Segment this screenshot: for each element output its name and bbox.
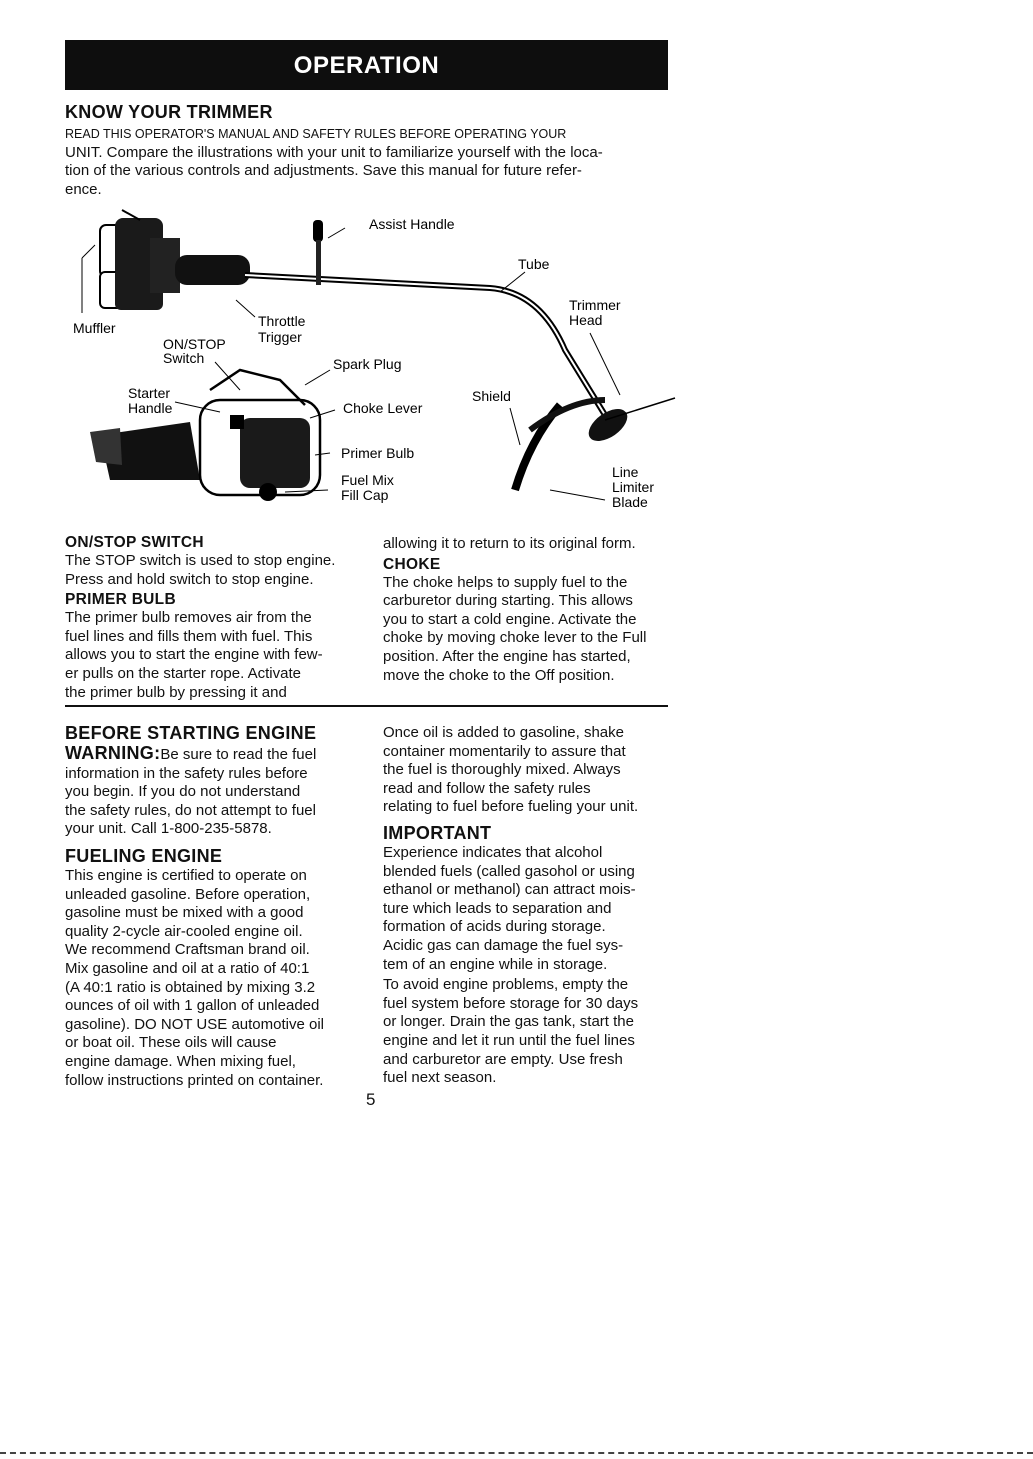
know-line-2: UNIT. Compare the illustrations with your unit to familiarize yourself with the loca- [65,143,603,161]
important-text [383,844,683,974]
label-choke-lever: Choke Lever [343,400,423,416]
fueling-line-1: This engine is certified to operate on [65,866,307,884]
label-trimmer: Trimmer [569,297,621,313]
know-your-trimmer-heading: KNOW YOUR TRIMMER [65,102,273,122]
primer-line-1: The primer bulb removes air from the [65,609,312,627]
oil-line-2: container momentarily to assure that [383,742,626,760]
important-line-6: Acidic gas can damage the fuel sys- [383,936,624,954]
label-onstop: ON/STOP [163,336,226,352]
before-starting-heading: BEFORE STARTING ENGINE [65,723,317,743]
choke-text [383,574,683,686]
primer-line-2: fuel lines and fills them with fuel. This [65,627,313,645]
right-column-top [383,535,683,685]
label-tube: Tube [518,256,550,272]
storage-line-5: and carburetor are empty. Use fresh [383,1050,623,1068]
primer-heading: PRIMER BULB [65,591,176,609]
oil-line-3: the fuel is thoroughly mixed. Always [383,761,621,779]
storage-line-2: fuel system before storage for 30 days [383,994,639,1012]
trimmer-diagram [60,200,680,520]
storage-line-4: engine and let it run until the fuel lines [383,1031,635,1049]
label-blade: Blade [612,494,648,510]
label-switch: Switch [163,350,205,366]
primer-line-3: allows you to start the engine with few- [65,646,323,664]
label-muffler: Muffler [73,320,116,336]
onstop-line-2: Press and hold switch to stop engine. [65,570,314,588]
fueling-text [65,867,365,1090]
oil-line-4: read and follow the safety rules [383,779,591,797]
fueling-line-6: Mix gasoline and oil at a ratio of 40:1 [65,959,310,977]
warning-line-4: the safety rules, do not attempt to fuel [65,801,316,819]
primer-line-5: the primer bulb by pressing it and [65,683,287,701]
label-limiter: Limiter [612,479,655,495]
page-bottom-border [0,1452,1033,1454]
oil-line-5: relating to fuel before fueling your unit. [383,798,639,816]
choke-line-2: carburetor during starting. This allows [383,592,633,610]
page-number: 5 [366,1090,376,1109]
fueling-line-3: gasoline must be mixed with a good [65,904,304,922]
warning-first-line: Be sure to read the fuel [160,746,317,763]
choke-line-1: The choke helps to supply fuel to the [383,573,628,591]
know-line-1: READ THIS OPERATOR'S MANUAL AND SAFETY RULES BEFORE OPERATING YOUR [65,127,567,141]
shaft-tube [245,275,605,415]
left-column-top [65,534,365,702]
important-line-4: ture which leads to separation and [383,899,612,917]
know-line-4: ence. [65,180,102,198]
onstop-heading: ON/STOP SWITCH [65,534,204,551]
fueling-line-8: ounces of oil with 1 gallon of unleaded [65,997,320,1015]
fueling-line-10: or boat oil. These oils will cause [65,1034,277,1052]
warning-text [65,744,365,839]
label-assist-handle: Assist Handle [369,216,455,232]
label-line: Line [612,464,639,480]
storage-line-6: fuel next season. [383,1069,497,1087]
important-line-3: ethanol or methanol) can attract mois- [383,881,636,899]
section-divider [65,705,668,707]
warning-label: WARNING: [65,743,161,763]
left-column-bottom [65,723,365,1090]
important-line-5: formation of acids during storage. [383,918,606,936]
onstop-line-1: The STOP switch is used to stop engine. [65,552,336,569]
warning-line-3: you begin. If you do not understand [65,783,301,801]
fueling-line-2: unleaded gasoline. Before operation, [65,885,311,903]
important-line-2: blended fuels (called gasohol or using [383,862,635,880]
warning-line-2: information in the safety rules before [65,764,308,782]
choke-line-4: choke by moving choke lever to the Full [383,629,647,647]
choke-line-3: you to start a cold engine. Activate the [383,610,637,628]
fueling-heading: FUELING ENGINE [65,845,223,866]
label-shield: Shield [472,388,511,404]
fueling-line-7: (A 40:1 ratio is obtained by mixing 3.2 [65,978,316,996]
label-starter: Starter [128,385,171,401]
important-heading: IMPORTANT [383,822,492,843]
fueling-line-9: gasoline). DO NOT USE automotive oil [65,1015,324,1033]
engine-top-illustration [100,210,250,310]
engine-closeup-illustration [90,370,320,501]
primer-continued: allowing it to return to its original form. [383,535,636,552]
know-line-3: tion of the various controls and adjustments. Save this manual for future refer- [65,162,582,180]
choke-heading: CHOKE [383,555,441,573]
fueling-line-4: quality 2-cycle air-cooled engine oil. [65,922,303,940]
storage-line-1: To avoid engine problems, empty the [383,976,629,994]
oil-text [383,724,683,817]
label-handle: Handle [128,400,173,416]
label-head: Head [569,312,603,328]
oil-line-1: Once oil is added to gasoline, shake [383,724,624,741]
storage-text [383,976,683,1088]
trimmer-head-illustration [515,398,675,490]
choke-line-5: position. After the engine has started, [383,647,631,665]
choke-line-6: move the choke to the Off position. [383,666,615,684]
warning-line-5: your unit. Call 1-800-235-5878. [65,820,272,838]
important-line-7: tem of an engine while in storage. [383,955,608,973]
fueling-line-5: We recommend Craftsman brand oil. [65,941,310,959]
label-primer-bulb: Primer Bulb [341,445,415,461]
primer-text [65,609,365,702]
label-throttle: Throttle [258,313,306,329]
storage-line-3: or longer. Drain the gas tank, start the [383,1013,634,1031]
important-line-1: Experience indicates that alcohol [383,843,603,861]
know-your-trimmer-text [65,125,675,199]
section-banner: OPERATION [65,40,668,90]
fueling-line-11: engine damage. When mixing fuel, [65,1052,296,1070]
onstop-text [65,552,365,589]
label-fill-cap: Fill Cap [341,487,389,503]
label-fuel-mix: Fuel Mix [341,472,394,488]
right-column-bottom [383,724,683,1088]
primer-line-4: er pulls on the starter rope. Activate [65,664,301,682]
label-spark-plug: Spark Plug [333,356,402,372]
label-trigger: Trigger [258,329,302,345]
fueling-line-12: follow instructions printed on container. [65,1071,324,1089]
assist-handle-illustration [313,220,323,285]
